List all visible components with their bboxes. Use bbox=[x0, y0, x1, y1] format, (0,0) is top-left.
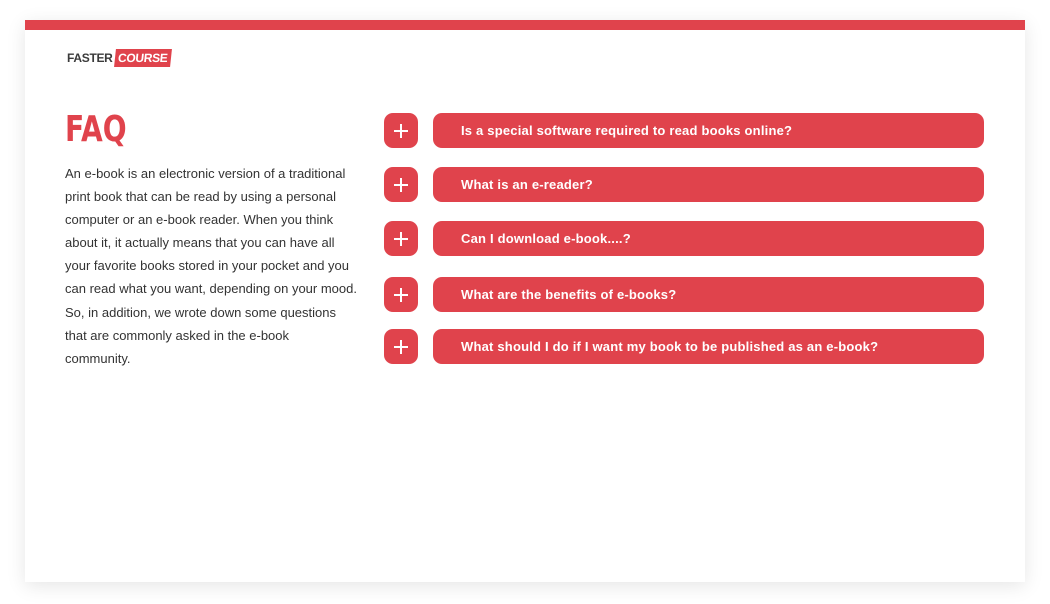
expand-button[interactable] bbox=[384, 113, 418, 148]
faq-item bbox=[384, 167, 984, 203]
faq-question-button[interactable] bbox=[433, 329, 984, 364]
faq-item bbox=[384, 329, 984, 365]
logo-text-faster: FASTER bbox=[67, 51, 113, 65]
faq-question-text: What are the benefits of e-books? bbox=[461, 287, 677, 302]
faq-question-text: What is an e-reader? bbox=[461, 177, 593, 192]
faq-item bbox=[384, 113, 984, 149]
faq-question-button[interactable] bbox=[433, 277, 984, 312]
expand-button[interactable] bbox=[384, 167, 418, 202]
faq-question-button[interactable] bbox=[433, 113, 984, 148]
faq-question-button[interactable] bbox=[433, 167, 984, 202]
faq-question-text: What should I do if I want my book to be published as an e-book? bbox=[461, 339, 879, 354]
top-accent-bar bbox=[25, 20, 1025, 30]
faq-item bbox=[384, 221, 984, 257]
expand-button[interactable] bbox=[384, 221, 418, 256]
faq-question-text: Can I download e-book....? bbox=[461, 231, 631, 246]
logo-text-course: COURSE bbox=[114, 49, 171, 67]
faq-question-text: Is a special software required to read books online? bbox=[461, 123, 793, 138]
page-title: FAQ bbox=[65, 109, 127, 150]
faq-item bbox=[384, 277, 984, 313]
expand-button[interactable] bbox=[384, 329, 418, 364]
logo[interactable] bbox=[67, 49, 170, 67]
expand-button[interactable] bbox=[384, 277, 418, 312]
page-card bbox=[25, 20, 1025, 582]
faq-intro-text: An e-book is an electronic version of a traditional print book that can be read by using a personal computer or an e-book reader. When you think about it, it actually means that you can have all your favorite books stored in your pocket and you can read what you want, depending on your mood. So, in addition, we wrote down some questions that are commonly asked in the e-book community. bbox=[65, 166, 357, 366]
faq-question-button[interactable] bbox=[433, 221, 984, 256]
